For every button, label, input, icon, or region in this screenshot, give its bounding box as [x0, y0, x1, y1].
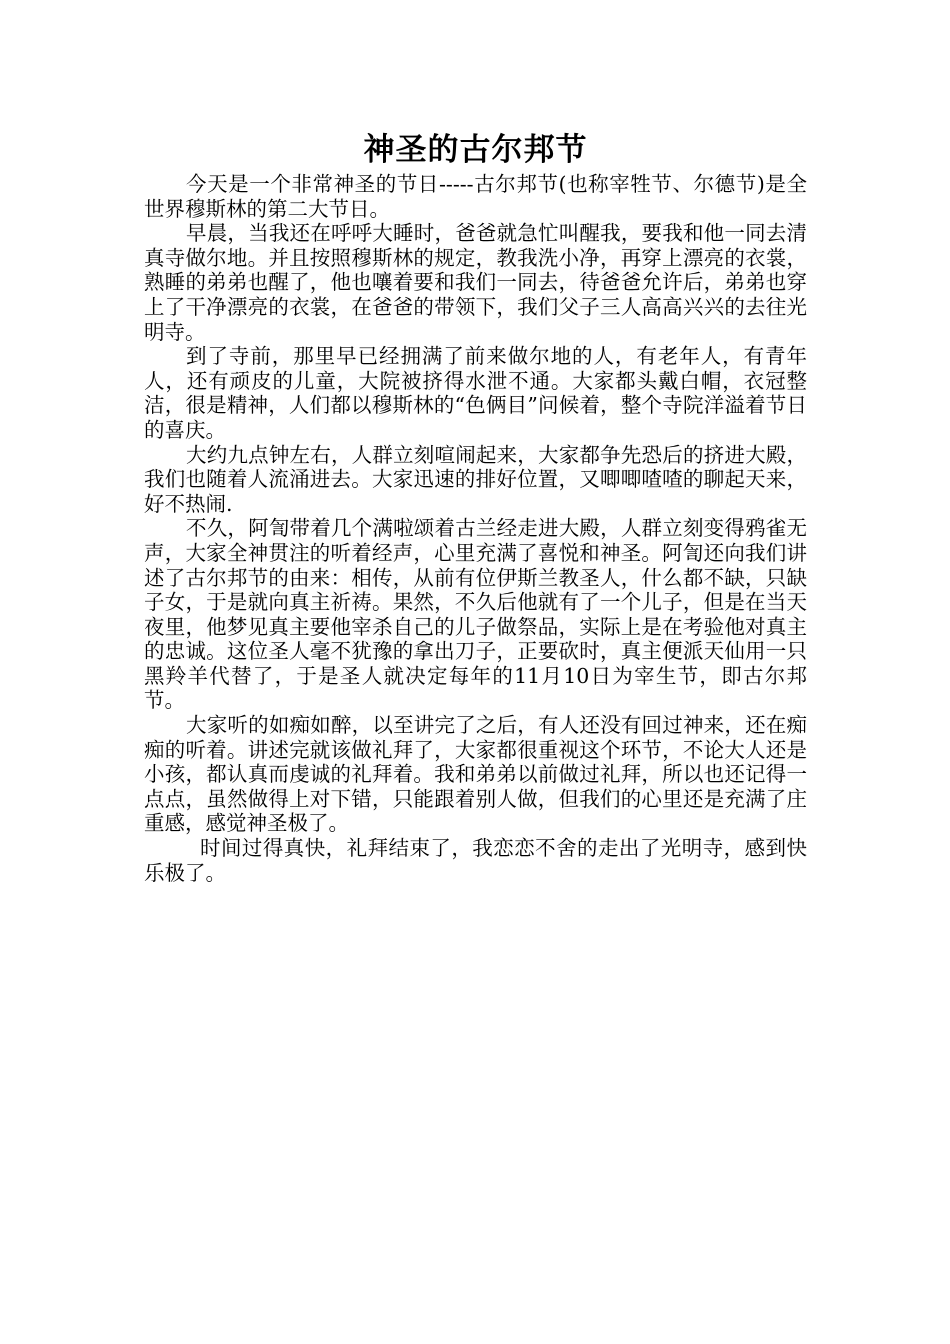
paragraph-5: 不久，阿訇带着几个满啦颂着古兰经走进大殿，人群立刻变得鸦雀无声，大家全神贯注的听着经声，心里充满了喜悦和神圣。阿訇还向我们讲述了古尔邦节的由来：相传，从前有位伊斯兰教圣人，什么都不缺，只缺子女，于是就向真主祈祷。果然，不久后他就有了一个儿子，但是在当天夜里，他梦见真主要他宰杀自己的儿子做祭品，实际上是在考验他对真主的忠诚。这位圣人毫不犹豫的拿出刀子，正要砍时，真主便派天仙用一只黑羚羊代替了，于是圣人就决定每年的11月10日为宰生节，即古尔邦节。: [144, 516, 807, 713]
document-page: [144, 128, 807, 885]
document-title: 神圣的古尔邦节: [363, 132, 588, 168]
paragraph-7: 时间过得真快，礼拜结束了，我恋恋不舍的走出了光明寺，感到快乐极了。: [144, 836, 807, 885]
paragraph-2: 早晨，当我还在呼呼大睡时，爸爸就急忙叫醒我，要我和他一同去清真寺做尔地。并且按照穆斯林的规定，教我洗小净，再穿上漂亮的衣裳，熟睡的弟弟也醒了，他也嚷着要和我们一同去，待爸爸允许后，弟弟也穿上了干净漂亮的衣裳，在爸爸的带领下，我们父子三人高高兴兴的去往光明寺。: [144, 221, 807, 344]
paragraph-3: 到了寺前，那里早已经拥满了前来做尔地的人，有老年人，有青年人，还有顽皮的儿童，大院被挤得水泄不通。大家都头戴白帽，衣冠整洁，很是精神，人们都以穆斯林的“色俩目”问候着，整个寺院洋溢着节日的喜庆。: [144, 344, 807, 442]
paragraph-1: 今天是一个非常神圣的节日-----古尔邦节(也称宰牲节、尔德节)是全世界穆斯林的第二大节日。: [144, 172, 807, 221]
paragraph-6: 大家听的如痴如醉，以至讲完了之后，有人还没有回过神来，还在痴痴的听着。讲述完就该做礼拜了，大家都很重视这个环节，不论大人还是小孩，都认真而虔诚的礼拜着。我和弟弟以前做过礼拜，所以也还记得一点点，虽然做得上对下错，只能跟着别人做，但我们的心里还是充满了庄重感，感觉神圣极了。: [144, 713, 807, 836]
paragraph-4: 大约九点钟左右，人群立刻喧闹起来，大家都争先恐后的挤进大殿，我们也随着人流涌进去。大家迅速的排好位置，又唧唧喳喳的聊起天来，好不热闹.: [144, 442, 807, 516]
